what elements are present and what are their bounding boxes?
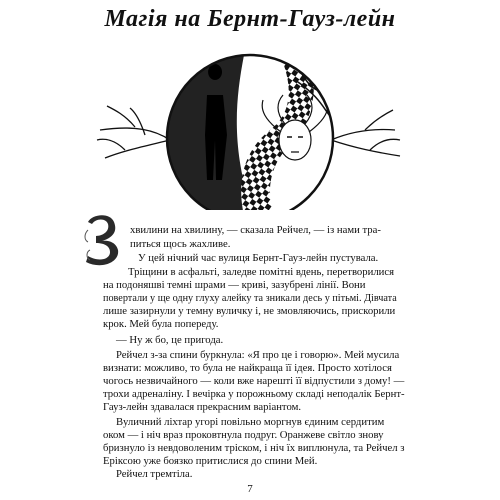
illustration-art — [95, 40, 405, 210]
text-line: У цей нічний час вулиця Бернт-Гауз-лейн пустувала. — [138, 252, 379, 264]
right-branches — [331, 110, 400, 156]
text-line: чогось незвичайного — коли вже нарешті її відпустили з дому! — — [103, 375, 405, 387]
text-line: Рейчел тремтіла. — [116, 468, 193, 480]
text-line: Гауз-лейн здавалася прекрасним варіантом. — [103, 401, 302, 413]
text-line: Тріщини в асфальті, заледве помітні вдень, перетворилися — [128, 266, 395, 278]
text-line: бризнуло із невдоволеним тріском, і ніч їх виплюнула, та Рейчел з — [103, 442, 405, 454]
text-line: крок. Мей була попереду. — [103, 318, 219, 330]
left-branches — [97, 106, 170, 158]
page-number: 7 — [247, 483, 253, 495]
text-line: хвилини на хвилину, — сказала Рейчел, — із нами тра- — [130, 224, 381, 236]
text-line: на подоняшві темні шрами — криві, зазубрені лінії. Вони — [103, 279, 366, 291]
chapter-illustration — [95, 40, 405, 210]
chapter-title: Магія на Бернт-Гауз-лейн — [104, 6, 396, 32]
text-line: Еріксою уже боязко притислися до спини Мей. — [103, 455, 318, 467]
text-line: оком — і ніч враз проковтнула подруг. Оранжеве світло знову — [103, 429, 384, 441]
text-line: — Ну ж бо, це пригода. — [116, 334, 224, 346]
text-line: повертали у ще одну глуху алейку та зникали десь у пітьмі. Дівчата — [103, 293, 397, 304]
text-line: Рейчел з-за спини буркнула: «Я про це і говорю». Мей мусила — [116, 349, 400, 361]
text-line: питься щось жахливе. — [130, 238, 231, 250]
drop-cap — [82, 212, 122, 268]
text-line: визнати: можливо, то була не найкраща її ідея. Просто хотілося — [103, 362, 392, 374]
text-line: лише зазирнули у темну вуличку і, не змовляючись, прискорили — [103, 305, 396, 317]
text-line: трохи адреналіну. І вечірка у порожньому складі неподалік Бернт- — [103, 388, 405, 400]
text-line: Вуличний ліхтар угорі повільно моргнув єдиним сердитим — [116, 416, 385, 428]
